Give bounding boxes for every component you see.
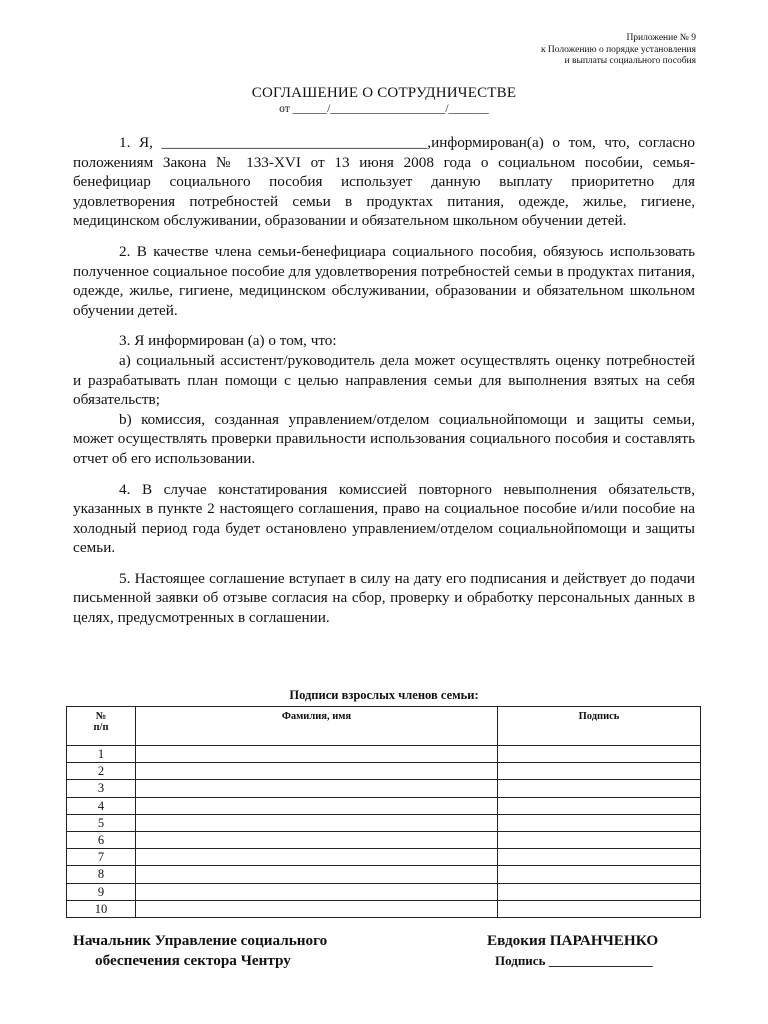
name-cell[interactable]	[136, 746, 498, 763]
document-title: СОГЛАШЕНИЕ О СОТРУДНИЧЕСТВЕ	[251, 85, 517, 101]
annex-reference	[541, 33, 696, 68]
table-row	[67, 883, 701, 900]
signatures-table	[66, 706, 701, 918]
agreement-body	[73, 133, 695, 628]
row-number: 7	[67, 849, 136, 866]
official-title-line1: Начальник Управление социального	[73, 932, 328, 949]
signature-cell[interactable]	[498, 780, 701, 797]
paragraph-5: 5. Настоящее соглашение вступает в силу на дату его подписания и действует до подачи письменной заявки об отзыве согласия на сбор, проверку и обработку персональных данных в целях, предусмотренных в соглашении.	[73, 569, 695, 627]
name-cell[interactable]	[136, 866, 498, 883]
row-number: 1	[67, 746, 136, 763]
row-number: 2	[67, 763, 136, 780]
row-number: 5	[67, 814, 136, 831]
signature-cell[interactable]	[498, 814, 701, 831]
table-row	[67, 763, 701, 780]
header-name: Фамилия, имя	[136, 707, 498, 746]
row-number: 10	[67, 900, 136, 917]
paragraph-2: 2. В качестве члена семьи-бенефициара социального пособия, обязуюсь использовать полученное социальное пособие для удовлетворения потребностей семьи в продуктах питания, одежде, жилье, гигиене, медицинском обслуживании, образовании и обязательном школьном обучении детей.	[73, 242, 695, 319]
official-title	[73, 931, 327, 971]
table-row	[67, 797, 701, 814]
annex-line-1: Приложение № 9	[626, 33, 696, 43]
table-row	[67, 900, 701, 917]
official-signature-block	[487, 931, 658, 971]
official-name: Евдокия ПАРАНЧЕНКО	[487, 932, 659, 949]
signature-cell[interactable]	[498, 883, 701, 900]
header-number-line2: п/п	[93, 722, 109, 733]
row-number: 4	[67, 797, 136, 814]
name-cell[interactable]	[136, 883, 498, 900]
table-row	[67, 780, 701, 797]
name-cell[interactable]	[136, 849, 498, 866]
signature-cell[interactable]	[498, 900, 701, 917]
signature-cell[interactable]	[498, 831, 701, 848]
signature-cell[interactable]	[498, 763, 701, 780]
header-number	[67, 707, 136, 746]
name-cell[interactable]	[136, 831, 498, 848]
annex-line-3: и выплаты социального пособия	[564, 56, 696, 66]
signatures-title: Подписи взрослых членов семьи:	[289, 688, 479, 702]
name-cell[interactable]	[136, 763, 498, 780]
date-line: от ______/____________________/_______	[279, 103, 489, 115]
name-cell[interactable]	[136, 900, 498, 917]
signature-cell[interactable]	[498, 797, 701, 814]
signature-cell[interactable]	[498, 849, 701, 866]
table-row	[67, 866, 701, 883]
signature-cell[interactable]	[498, 866, 701, 883]
name-cell[interactable]	[136, 797, 498, 814]
paragraph-3a: a) социальный ассистент/руководитель дела может осуществлять оценку потребностей и разрабатывать план помощи с целью направления семьи для выполнения взятых на себя обязательств;	[73, 351, 695, 409]
annex-line-2: к Положению о порядке установления	[540, 44, 696, 55]
name-cell[interactable]	[136, 780, 498, 797]
row-number: 9	[67, 883, 136, 900]
official-title-line2: обеспечения сектора Чентру	[95, 952, 291, 969]
paragraph-3b: b) комиссия, созданная управлением/отделом социальнойпомощи и защиты семьи, может осуществлять проверки правильности использования социального пособия и составлять отчет об его использовании.	[73, 410, 695, 467]
row-number: 3	[67, 780, 136, 797]
signature-cell[interactable]	[498, 746, 701, 763]
name-cell[interactable]	[136, 814, 498, 831]
row-number: 6	[67, 831, 136, 848]
row-number: 8	[67, 866, 136, 883]
paragraph-4: 4. В случае констатирования комиссией повторного невыполнения обязательств, указанных в пункте 2 настоящего соглашения, право на социальное пособие и/или пособие на холодный период года будет остановлено управлением/отделом социальнойпомощи и защиты семьи.	[73, 480, 695, 557]
table-row	[67, 746, 701, 763]
paragraph-3: 3. Я информирован (а) о том, что:	[119, 332, 337, 350]
table-row	[67, 849, 701, 866]
header-signature: Подпись	[498, 707, 701, 746]
paragraph-1: 1. Я, ___________________________________,информирован(а) о том, что, согласно положениям Закона № 133-XVI от 13 июня 2008 года о социальном пособии, семья-бенефициар социального пособия использует данную выплату приоритетно для удовлетворения потребностей семьи в продуктах питания, одежде, жилье, гигиене, медицинском обслуживании, образовании и обязательном школьном обучении детей.	[73, 134, 695, 230]
table-row	[67, 814, 701, 831]
official-signature-line[interactable]: Подпись ________________	[495, 953, 653, 968]
header-number-line1: №	[95, 711, 107, 722]
table-row	[67, 831, 701, 848]
table-header-row	[67, 707, 701, 746]
